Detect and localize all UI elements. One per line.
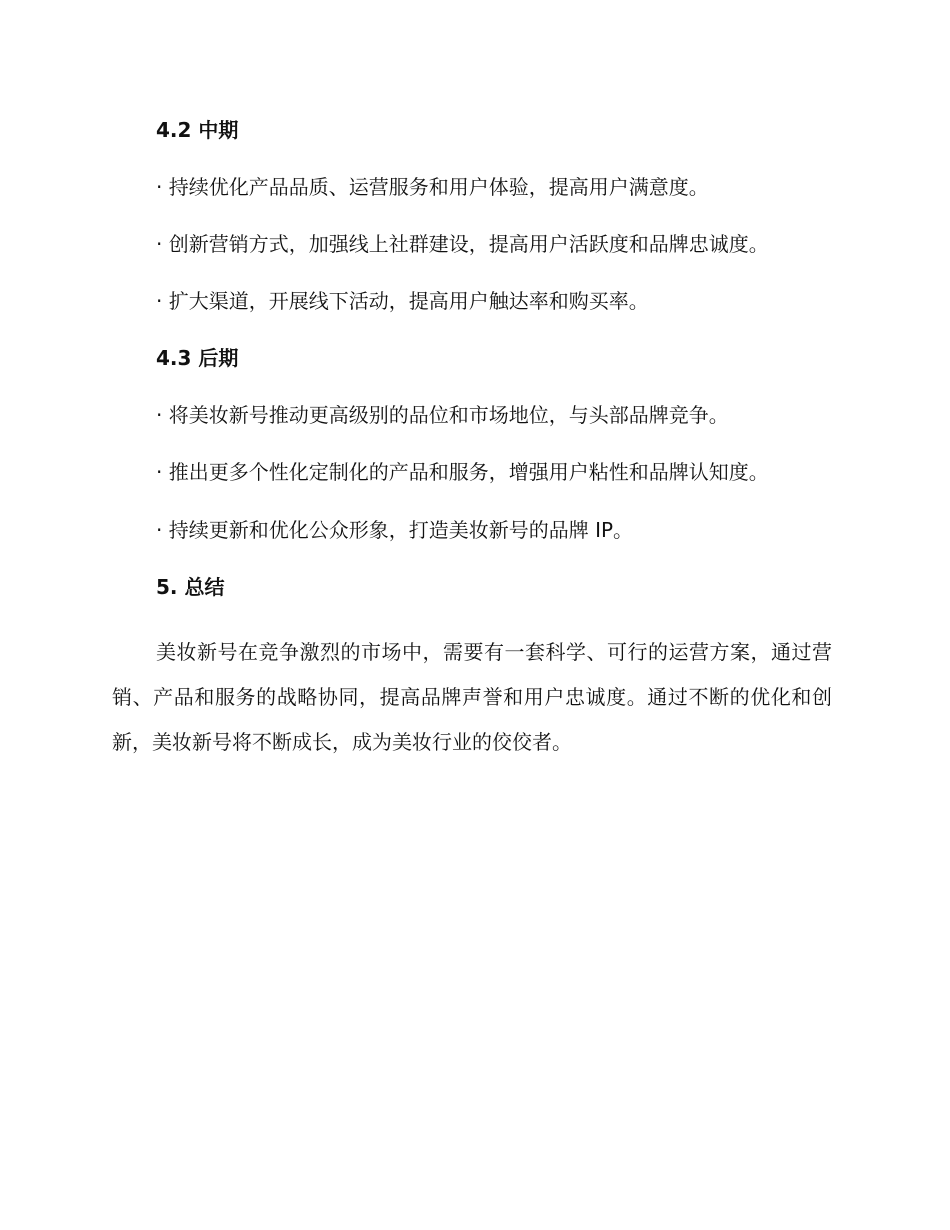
section-heading-summary: 5. 总结 <box>156 575 225 599</box>
bullet-item: · 推出更多个性化定制化的产品和服务，增强用户粘性和品牌认知度。 <box>156 460 769 484</box>
summary-paragraph: 美妆新号在竞争激烈的市场中，需要有一套科学、可行的运营方案，通过营销、产品和服务的战略协同，提高品牌声誉和用户忠诚度。通过不断的优化和创新，美妆新号将不断成长，成为美妆行业的佼佼者。 <box>112 640 832 754</box>
bullet-item: · 持续更新和优化公众形象，打造美妆新号的品牌 IP。 <box>156 518 634 542</box>
section-heading-late-term: 4.3 后期 <box>156 346 239 370</box>
bullet-item: · 扩大渠道，开展线下活动，提高用户触达率和购买率。 <box>156 289 649 313</box>
section-heading-mid-term: 4.2 中期 <box>156 118 239 142</box>
bullet-item: · 将美妆新号推动更高级别的品位和市场地位，与头部品牌竞争。 <box>156 403 729 427</box>
bullet-item: · 持续优化产品品质、运营服务和用户体验，提高用户满意度。 <box>156 175 709 199</box>
bullet-item: · 创新营销方式，加强线上社群建设，提高用户活跃度和品牌忠诚度。 <box>156 232 769 256</box>
